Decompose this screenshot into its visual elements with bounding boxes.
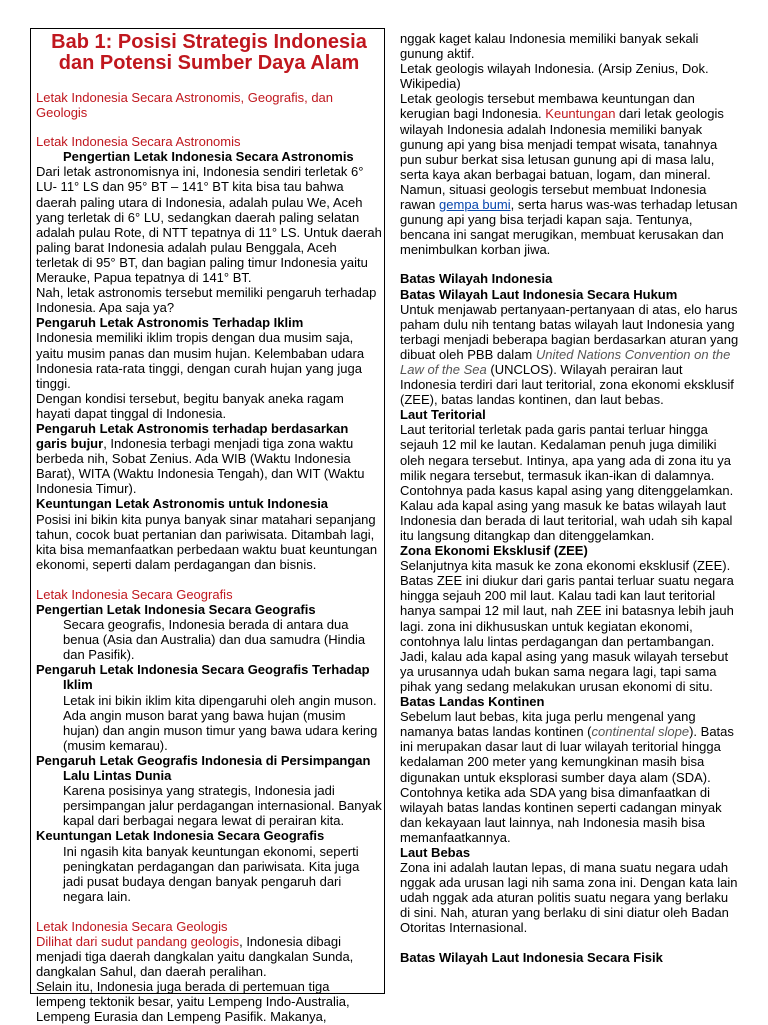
untung-title: Keuntungan Letak Astronomis untuk Indonesia xyxy=(36,496,329,512)
astro-heading: Letak Indonesia Secara Astronomis xyxy=(36,134,241,150)
batas-hukum-title: Batas Wilayah Laut Indonesia Secara Hukum xyxy=(400,286,678,302)
right-column xyxy=(400,31,740,965)
right-p2: Letak geologis wilayah Indonesia. (Arsip Zenius, Dok. Wikipedia) xyxy=(400,61,709,92)
waktu-paragraph xyxy=(36,421,382,496)
zee-title: Zona Ekonomi Eksklusif (ZEE) xyxy=(400,543,588,559)
landas-text1: Sebelum laut bebas, kita juga perlu mengenal yang namanya batas landas kontinen ( xyxy=(400,709,696,740)
geo-iklim-title: Pengaruh Letak Indonesia Secara Geografis Terhadap Iklim xyxy=(36,662,370,693)
right-p4-start: Namun, situasi geologis tersebut membuat Indonesia rawan xyxy=(400,181,707,213)
iklim-text2: Dengan kondisi tersebut, begitu banyak aneka ragam hayati dapat tinggal di Indonesia. xyxy=(36,390,344,421)
subtitle: Letak Indonesia Secara Astronomis, Geografis, dan Geologis xyxy=(36,90,334,121)
hukum-paragraph xyxy=(400,302,740,408)
continental-slope-italic: continental slope xyxy=(591,724,690,740)
geol-heading: Letak Indonesia Secara Geologis xyxy=(36,918,228,934)
geo-lalu-title: Pengaruh Letak Geografis Indonesia di Persimpangan Lalu Lintas Dunia xyxy=(36,752,371,784)
zee-text: Selanjutnya kita masuk ke zona ekonomi eksklusif (ZEE). Batas ZEE ini diukur dari garis pantai terluar suatu negara hingga sejauh 200 mil laut. Kalau tadi kan laut teritorial hanya sampai 12 mil laut, nah ZEE ini batasnya lebih jauh lagi. zona ini dikhususkan untuk kegiatan ekonomi, contohnya lalu lintas perdagangan dan pertambangan. Jadi, kalau ada kapal asing yang masuk wilayah tersebut ya urusannya udah bukan sama negara lagi, tapi sama pihak yang sedang melakukan urusan ekonomi di situ. xyxy=(400,558,734,694)
landas-text3: Contohnya ketika ada SDA yang bisa dimanfaatkan di wilayah batas landas kontinen seperti cadangan minyak dan kekayaan laut lainnya, nah Indonesia masih bisa memanfaatkannya. xyxy=(400,784,722,845)
batas-heading: Batas Wilayah Indonesia xyxy=(400,271,553,287)
geol-text2: Selain itu, Indonesia juga berada di pertemuan tiga lempeng tektonik besar, yaitu Lempeng Indo-Australia, Lempeng Eurasia dan Lempeng Pasifik. Makanya, xyxy=(36,979,350,1025)
geo-def-text: Secara geografis, Indonesia berada di antara dua benua (Asia dan Australia) dan dua samudra (Hindia dan Pasifik). xyxy=(63,617,366,663)
astro-def-text: Dari letak astronomisnya ini, Indonesia sendiri terletak 6° LU- 11° LS dan 95° BT – 141° BT kita bisa tau bahwa daerah paling utara di Indonesia, adalah pulau We, Aceh yang terletak di 6° LU, sedangkan daerah paling selatan adalah pulau Rote, di NTT tepatnya di 11° LS. Untuk daerah paling barat Indonesia adalah pulau Benggala, Aceh terletak di 95° BT, dan bagian paling timur Indonesia yaitu Merauke, Papua tepatnya di 141° BT. xyxy=(36,164,382,286)
right-p4 xyxy=(400,182,740,257)
untung-text: Posisi ini bikin kita punya banyak sinar matahari sepanjang tahun, cocok buat pertanian dan pariwisata. Ditambah lagi, kita bisa memanfaatkan perbedaan waktu buat keuntungan ekonomi, seperti dalam perdagangan dan bisnis. xyxy=(36,511,378,572)
keuntungan-word: Keuntungan xyxy=(545,106,616,122)
geo-untung-text: Ini ngasih kita banyak keuntungan ekonomi, seperti peningkatan perdagangan dan pariwisata. Kita juga jadi pusat budaya dengan banyak pengaruh dari negara lain. xyxy=(63,843,360,904)
hukum-text2: (UNCLOS). Wilayah perairan laut Indonesia terdiri dari laut teritorial, zona ekonomi eksklusif (ZEE), batas landas kontinen, dan laut bebas. xyxy=(400,361,734,408)
landas-paragraph xyxy=(400,709,740,784)
iklim-text: Indonesia memiliki iklim tropis dengan dua musim saja, yaitu musim panas dan musim hujan. Kelembaban udara Indonesia rata-rata tinggi, dengan curah hujan yang juga tinggi. xyxy=(36,330,365,391)
right-p1: nggak kaget kalau Indonesia memiliki banyak sekali gunung aktif. xyxy=(400,31,699,62)
geo-untung-title: Keuntungan Letak Indonesia Secara Geografis xyxy=(36,828,325,844)
astro-def-title: Pengertian Letak Indonesia Secara Astronomis xyxy=(63,149,354,165)
geol-paragraph xyxy=(36,934,382,979)
iklim-title: Pengaruh Letak Astronomis Terhadap Iklim xyxy=(36,315,304,331)
geo-lalu-text: Karena posisinya yang strategis, Indonesia jadi persimpangan jalur perdagangan internasional. Banyak kapal dari berbagai negara lewat di perairan kita. xyxy=(63,783,382,829)
bebas-title: Laut Bebas xyxy=(400,844,471,860)
teritorial-title: Laut Teritorial xyxy=(400,407,486,423)
right-p3-text: Letak geologis tersebut membawa keuntungan dan kerugian bagi Indonesia. xyxy=(400,91,695,122)
right-p4-rest: , serta harus was-was terhadap letusan gunung api yang bisa terjadi kapan saja. Tentunya, bencana ini sangat merugikan, membuat kerusakan dan menimbulkan korban jiwa. xyxy=(400,197,738,258)
astro-nah: Nah, letak astronomis tersebut memiliki pengaruh terhadap Indonesia. Apa saja ya? xyxy=(36,285,377,316)
geo-heading: Letak Indonesia Secara Geografis xyxy=(36,586,233,602)
teritorial-text2: Contohnya pada kasus kapal asing yang ditenggelamkan. Kalau ada kapal asing yang masuk ke batas wilayah laut Indonesia dan berada di laut teritorial, wah udah sih kapal itu langsung ditangkap dan ditenggelamkan. xyxy=(400,482,734,543)
left-column xyxy=(36,30,382,1025)
landas-text2: ). Batas ini merupakan dasar laut di luar wilayah teritorial hingga kedalaman 200 meter yang kemungkinan masih bisa digunakan untuk eksplorasi sumber daya alam (SDA). xyxy=(400,724,734,785)
geol-text: , Indonesia dibagi menjadi tiga daerah dangkalan yaitu dangkalan Sunda, dangkalan Sahul, dan daerah peralihan. xyxy=(36,933,354,980)
gempa-bumi-link[interactable]: gempa bumi xyxy=(439,197,511,213)
bebas-text: Zona ini adalah lautan lepas, di mana suatu negara udah nggak ada urusan lagi nih sama zona ini. Dengan kata lain udah nggak ada aturan politis suatu negara yang berlaku di sini. Nah, aturan yang berlaku di sini diatur oleh Badan Otoritas Internasional. xyxy=(400,860,738,936)
page-title: Bab 1: Posisi Strategis Indonesia dan Potensi Sumber Daya Alam xyxy=(51,31,367,74)
fisik-title: Batas Wilayah Laut Indonesia Secara Fisik xyxy=(400,949,663,965)
hukum-text1: Untuk menjawab pertanyaan-pertanyaan di atas, elo harus paham dulu nih tentang batas wilayah laut Indonesia yang terbagi menjadi beberapa bagian berdasarkan aturan yang dibuat oleh PBB dalam xyxy=(400,301,739,362)
unclos-italic: United Nations Convention on the Law of the Sea xyxy=(400,346,731,377)
geo-iklim-text: Letak ini bikin iklim kita dipengaruhi oleh angin muson. Ada angin muson barat yang bawa hujan (musim hujan) dan angin muson timur yang bawa udara kering (musim kemarau). xyxy=(63,692,378,753)
teritorial-text: Laut teritorial terletak pada garis pantai terluar hingga sejauh 12 mil ke lautan. Kedalaman penuh juga dimiliki oleh negara tersebut. Intinya, apa yang ada di zona itu ya milik negara tersebut, termasuk ikan-ikan di dalamnya. xyxy=(400,422,732,483)
right-p3-rest: dari letak geologis wilayah Indonesia adalah Indonesia memiliki banyak gunung api yang bisa menjadi tempat wisata, tanahnya pun subur berkat sisa letusan gunung api di masa lalu, serta kaya akan berbagai batuan, logam, dan mineral. xyxy=(400,106,724,182)
waktu-text: , Indonesia terbagi menjadi tiga zona waktu berbeda nih, Sobat Zenius. Ada WIB (Waktu Indonesia Barat), WITA (Waktu Indonesia Tengah), dan WIT (Waktu Indonesia Timur). xyxy=(36,436,365,497)
geo-def-title: Pengertian Letak Indonesia Secara Geografis xyxy=(36,602,316,617)
geol-red: Dilihat dari sudut pandang geologis xyxy=(36,933,240,949)
landas-title: Batas Landas Kontinen xyxy=(400,694,545,710)
waktu-title: Pengaruh Letak Astronomis terhadap berdasarkan garis bujur xyxy=(36,420,349,452)
right-p3 xyxy=(400,91,740,182)
